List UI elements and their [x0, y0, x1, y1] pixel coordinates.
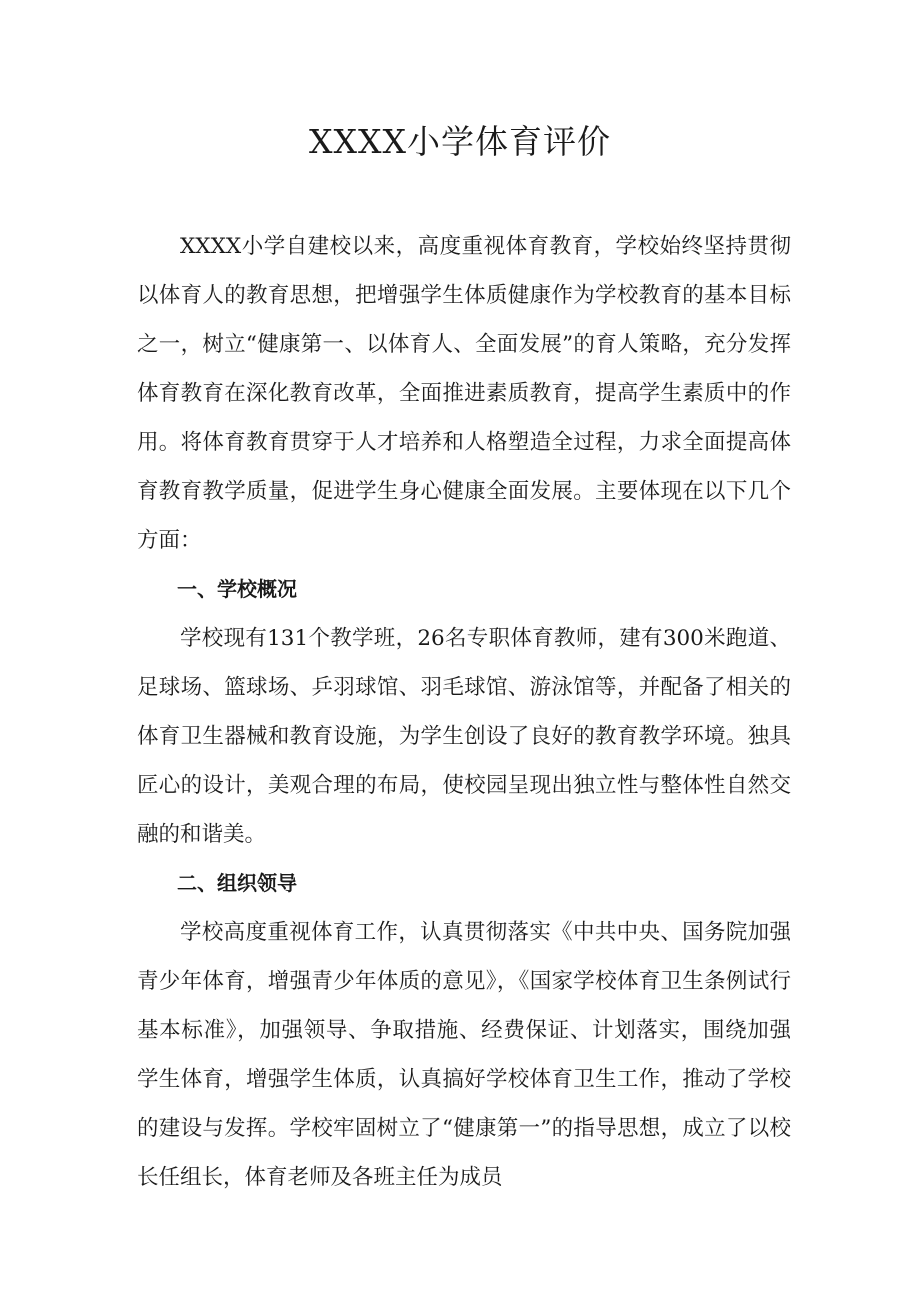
- document-body: [137, 222, 791, 1202]
- intro-paragraph: XXXX小学自建校以来，高度重视体育教育，学校始终坚持贯彻以体育人的教育思想，把增强学生体质健康作为学校教育的基本目标之一，树立“健康第一、以体育人、全面发展”的育人策略，充分发挥体育教育在深化教育改革，全面推进素质教育，提高学生素质中的作用。将体育教育贯穿于人才培养和人格塑造全过程，力求全面提高体育教育教学质量，促进学生身心健康全面发展。主要体现在以下几个方面：: [137, 234, 791, 553]
- section-1-heading: 一、学校概况: [177, 577, 297, 601]
- section-1-paragraph: 学校现有131个教学班，26名专职体育教师，建有300米跑道、足球场、篮球场、乒羽球馆、羽毛球馆、游泳馆等，并配备了相关的体育卫生器械和教育设施，为学生创设了良好的教育教学环境。独具匠心的设计，美观合理的布局，使校园呈现出独立性与整体性自然交融的和谐美。: [137, 626, 791, 847]
- document-title: XXXX小学体育评价: [309, 122, 611, 161]
- section-2-paragraph: 学校高度重视体育工作，认真贯彻落实《中共中央、国务院加强青少年体育，增强青少年体质的意见》，《国家学校体育卫生条例试行基本标准》，加强领导、争取措施、经费保证、计划落实，围绕加强学生体育，增强学生体质，认真搞好学校体育卫生工作，推动了学校的建设与发挥。学校牢固树立了“健康第一”的指导思想，成立了以校长任组长，体育老师及各班主任为成员: [137, 920, 791, 1190]
- section-2-heading: 二、组织领导: [177, 871, 297, 895]
